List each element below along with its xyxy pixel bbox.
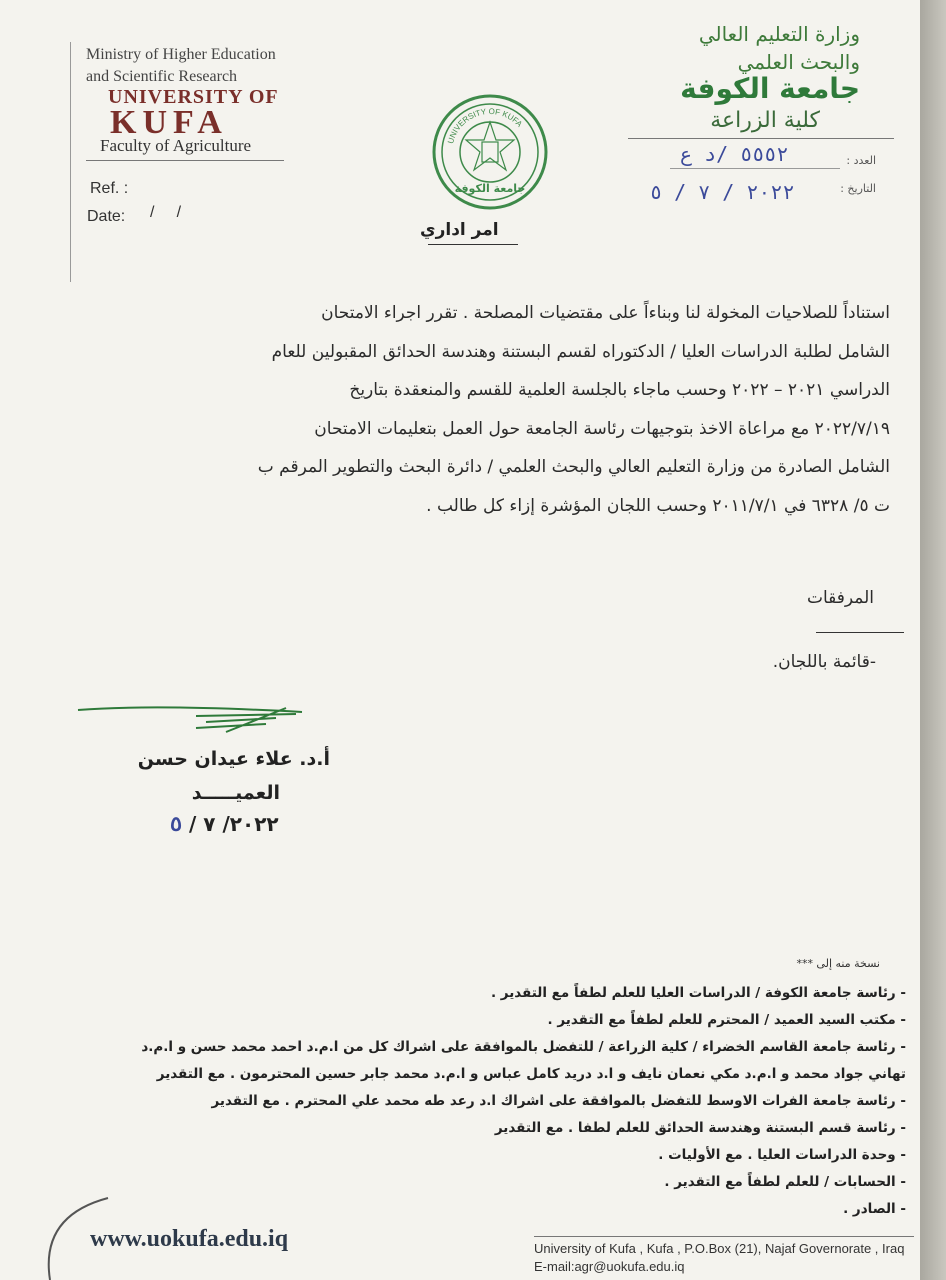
body-line: الشامل الصادرة من وزارة التعليم العالي والبحث العلمي / دائرة البحث والتطوير المرقم ب xyxy=(257,457,890,477)
website-link[interactable]: www.uokufa.edu.iq xyxy=(90,1226,289,1252)
arabic-ministry-line1: وزارة التعليم العالي xyxy=(698,22,860,46)
attachments-item: -قائمة باللجان. xyxy=(772,652,876,672)
header-divider-right xyxy=(628,138,894,139)
english-ministry-line2: and Scientific Research xyxy=(86,68,238,85)
margin-line xyxy=(70,42,71,282)
seal-arabic-text: جامعة الكوفة xyxy=(454,182,526,195)
seal-ring-text: UNIVERSITY OF KUFA xyxy=(446,106,525,145)
body-line: الدراسي ٢٠٢١ – ٢٠٢٢ وحسب ماجاء بالجلسة العلمية للقسم والمنعقدة بتاريخ xyxy=(349,380,890,400)
body-line: الشامل لطلبة الدراسات العليا / الدكتوراه لقسم البستنة وهندسة الحدائق المقبولين للعام xyxy=(271,341,890,362)
page-shadow xyxy=(920,0,946,1280)
footer-address: University of Kufa , Kufa , P.O.Box (21), Najaf Governorate , Iraq xyxy=(534,1241,905,1256)
copy-line: - رئاسة جامعة القاسم الخضراء / كلية الزراعة / للتفضل بالموافقة على اشراك كل من ا.م.د احمد محمد حسن و ا.م.د xyxy=(141,1039,906,1055)
footer-address-block xyxy=(534,1240,904,1276)
ref-label: Ref. : xyxy=(90,180,129,197)
arabic-ministry-line2: والبحث العلمي xyxy=(737,50,860,74)
english-university-label: UNIVERSITY OF xyxy=(108,86,279,108)
number-label: العدد : xyxy=(846,154,876,167)
copy-line: - رئاسة جامعة الكوفة / الدراسات العليا للعلم لطفاً مع التقدير . xyxy=(490,985,906,1001)
document-title: امر اداري xyxy=(420,220,499,240)
arabic-college-name: كلية الزراعة xyxy=(710,108,820,133)
copy-line: - رئاسة جامعة الفرات الاوسط للتفضل بالموافقة على اشراك ا.د رعد طه محمد علي المحترم . مع التقدير xyxy=(211,1093,906,1109)
title-underline xyxy=(428,244,518,245)
english-kufa-label: KUFA xyxy=(110,104,228,141)
signature-date xyxy=(170,812,279,836)
footer-divider xyxy=(534,1236,914,1237)
copy-line: - رئاسة قسم البستنة وهندسة الحدائق للعلم لطفا . مع التقدير xyxy=(494,1120,906,1136)
copy-line: - الحسابات / للعلم لطفاً مع التقدير . xyxy=(664,1174,906,1190)
signature-date-handwritten: ٥ xyxy=(170,812,183,836)
copy-line: - الصادر . xyxy=(843,1201,906,1217)
signature-scribble xyxy=(76,700,308,740)
date-slashes: / / xyxy=(150,204,182,221)
signatory-name: أ.د. علاء عيدان حسن xyxy=(137,748,330,770)
svg-text:UNIVERSITY OF KUFA xyxy=(446,107,524,145)
english-ministry-line1: Ministry of Higher Education xyxy=(86,46,276,63)
document-body xyxy=(60,294,890,525)
date-label: Date: xyxy=(87,208,126,225)
copy-line: - وحدة الدراسات العليا . مع الأوليات . xyxy=(658,1147,906,1163)
seal-icon xyxy=(430,92,550,212)
header-divider-left xyxy=(86,160,284,161)
signatory-title: العميـــــد xyxy=(191,782,280,804)
handwritten-number: ٥٥٥٢ /د ع xyxy=(680,142,789,166)
body-line: ٢٠٢٢/٧/١٩ مع مراعاة الاخذ بتوجيهات رئاسة الجامعة حول العمل بتعليمات الامتحان xyxy=(314,418,890,439)
footer-email[interactable]: E-mail:agr@uokufa.edu.iq xyxy=(534,1259,685,1274)
arabic-university-name: جامعة الكوفة xyxy=(680,72,860,105)
copy-line: تهاني جواد محمد و ا.م.د مكي نعمان نايف و ا.د دريد كامل عباس و ا.م.د محمد جابر حسين المحترمون . مع التقدير xyxy=(156,1066,906,1082)
number-underline xyxy=(670,168,840,169)
body-line: ت ٥/ ٦٣٢٨ في ٢٠١١/٧/١ وحسب اللجان المؤشرة إزاء كل طالب . xyxy=(426,495,890,516)
attachments-underline xyxy=(816,632,904,633)
copies-list xyxy=(0,980,906,1223)
signature-date-printed: ٢٠٢٢/ ٧ / xyxy=(189,812,279,836)
handwritten-date: ٢٠٢٢ / ٧ / ٥ xyxy=(650,180,795,204)
arabic-ministry-name xyxy=(699,20,860,76)
copy-line: - مكتب السيد العميد / المحترم للعلم لطفاً مع التقدير . xyxy=(547,1012,906,1028)
body-line: استناداً للصلاحيات المخولة لنا وبناءاً على مقتضيات المصلحة . تقرر اجراء الامتحان xyxy=(321,303,890,323)
english-ministry-name xyxy=(86,44,276,88)
copies-heading: نسخة منه إلى *** xyxy=(796,957,880,970)
university-seal xyxy=(430,92,550,212)
date-label-arabic: التاريخ : xyxy=(840,182,876,195)
attachments-label: المرفقات xyxy=(806,588,874,608)
english-faculty-name: Faculty of Agriculture xyxy=(100,136,252,155)
